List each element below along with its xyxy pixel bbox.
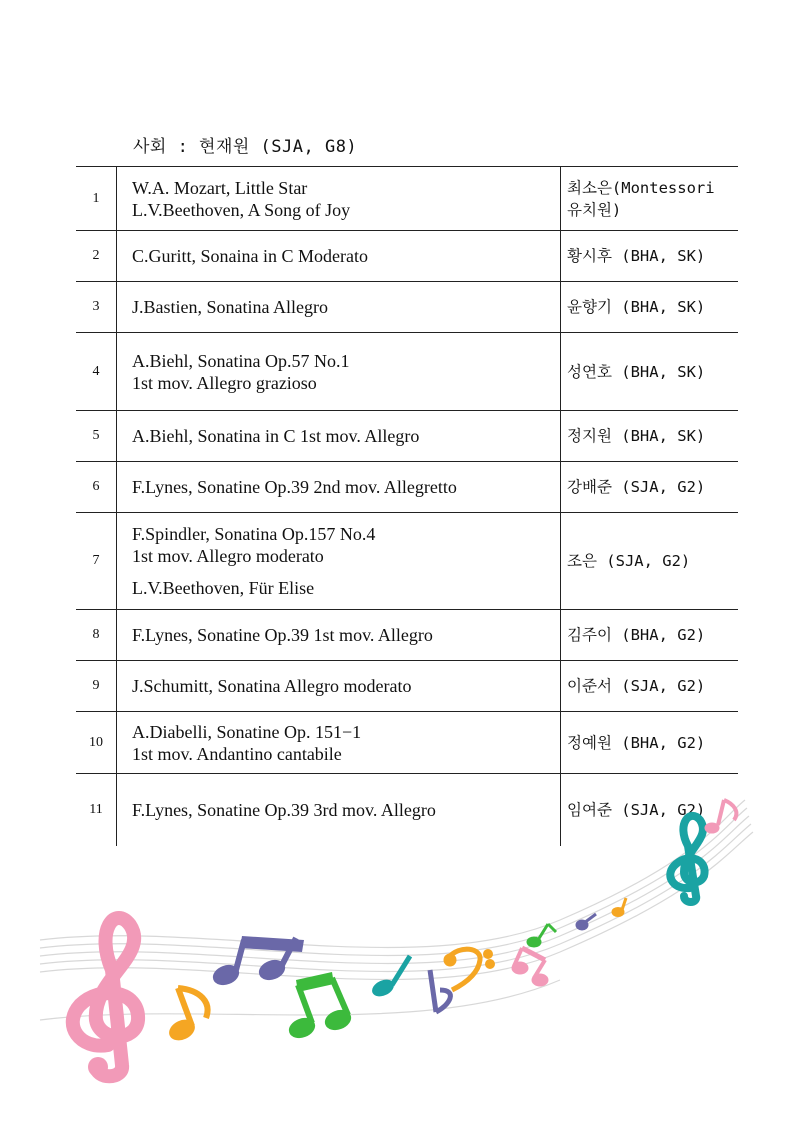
table-row [76,411,738,462]
row-number: 11 [89,801,103,817]
performer-line: 조은 (SJA, G2) [567,552,691,570]
row-number: 8 [92,627,100,642]
performer-line: 최소은(Montessori [567,178,715,197]
table-row [76,712,738,774]
table-row [76,661,738,712]
performer-line: 임여준 (SJA, G2) [567,800,706,819]
performer-line: 정예원 (BHA, G2) [567,733,706,752]
piece-line: W.A. Mozart, Little Star [132,177,308,198]
performer-line: 강배준 (SJA, G2) [567,478,706,496]
piece-cell [117,462,561,513]
piece-line: J.Schumitt, Sonatina Allegro moderato [132,676,412,696]
piece-line: F.Lynes, Sonatine Op.39 3rd mov. Allegro [132,799,436,820]
piece-gap [132,567,560,577]
piece-cell [117,411,561,462]
beamed-notes-green-icon [287,972,354,1041]
performer-cell [561,231,739,282]
piece-cell [117,513,561,610]
piece-cell [117,167,561,231]
performer-cell [561,712,739,774]
piece-line: A.Biehl, Sonatina in C 1st mov. Allegro [132,426,420,446]
flat-sign-purple-icon [430,970,450,1012]
row-number: 1 [92,190,100,206]
beamed-notes-purple-icon [211,936,304,988]
piece-cell [117,610,561,661]
piece-line: J.Bastien, Sonatina Allegro [132,297,328,317]
piece-line: 1st mov. Allegro grazioso [132,372,317,393]
performer-line: 황시후 (BHA, SK) [567,247,706,265]
piece-cell [117,333,561,411]
performer-line: 김주이 (BHA, G2) [567,626,706,644]
piece-line: 1st mov. Allegro moderato [132,546,324,566]
staff-lines [40,800,753,1020]
table-row [76,282,738,333]
eighth-note-teal-icon [370,956,410,999]
performer-line: 정지원 (BHA, SK) [567,427,706,445]
piece-cell [117,661,561,712]
piece-line: F.Spindler, Sonatina Op.157 No.4 [132,524,376,544]
row-number: 6 [92,479,100,494]
table-row [76,462,738,513]
row-number: 4 [92,363,100,379]
performer-cell [561,462,739,513]
performer-cell [561,513,739,610]
performer-cell [561,282,739,333]
piece-line: L.V.Beethoven, Für Elise [132,578,315,598]
performer-line: 윤향기 (BHA, SK) [567,298,706,316]
small-notes [528,898,626,946]
row-number: 3 [92,299,100,314]
performer-line: 이준서 (SJA, G2) [567,677,706,695]
performer-cell [561,661,739,712]
host-line: 사회 : 현재원 (SJA, G8) [133,137,358,157]
treble-clef-pink-icon [73,918,138,1077]
performer-cell [561,167,739,231]
eighth-note-pink-icon [705,800,736,833]
piece-cell [117,231,561,282]
eighth-note-orange-icon [166,988,207,1044]
table-row [76,610,738,661]
row-number: 10 [89,734,103,750]
piece-line: A.Biehl, Sonatina Op.57 No.1 [132,350,350,371]
piece-cell [117,712,561,774]
performer-cell [561,333,739,411]
table-row [76,513,738,610]
performer-cell [561,610,739,661]
row-number: 7 [92,553,100,568]
piece-line: F.Lynes, Sonatine Op.39 2nd mov. Allegretto [132,477,457,497]
performer-line: 유치원) [567,200,622,219]
table-row [76,333,738,411]
table-row [76,167,738,231]
row-number: 2 [92,248,100,263]
performer-line: 성연호 (BHA, SK) [567,362,706,381]
piece-line: A.Diabelli, Sonatine Op. 151−1 [132,721,362,742]
piece-line: 1st mov. Andantino cantabile [132,743,342,764]
bass-clef-orange-icon [446,949,493,990]
music-decoration [0,780,793,1121]
piece-line: L.V.Beethoven, A Song of Joy [132,199,351,220]
piece-line: F.Lynes, Sonatine Op.39 1st mov. Allegro [132,625,433,645]
beamed-notes-pink-icon [512,948,548,986]
piece-line: C.Guritt, Sonaina in C Moderato [132,246,368,266]
table-row [76,231,738,282]
program-table [76,166,738,846]
performer-cell [561,411,739,462]
piece-cell [117,282,561,333]
row-number: 9 [92,678,100,693]
row-number: 5 [92,428,100,443]
